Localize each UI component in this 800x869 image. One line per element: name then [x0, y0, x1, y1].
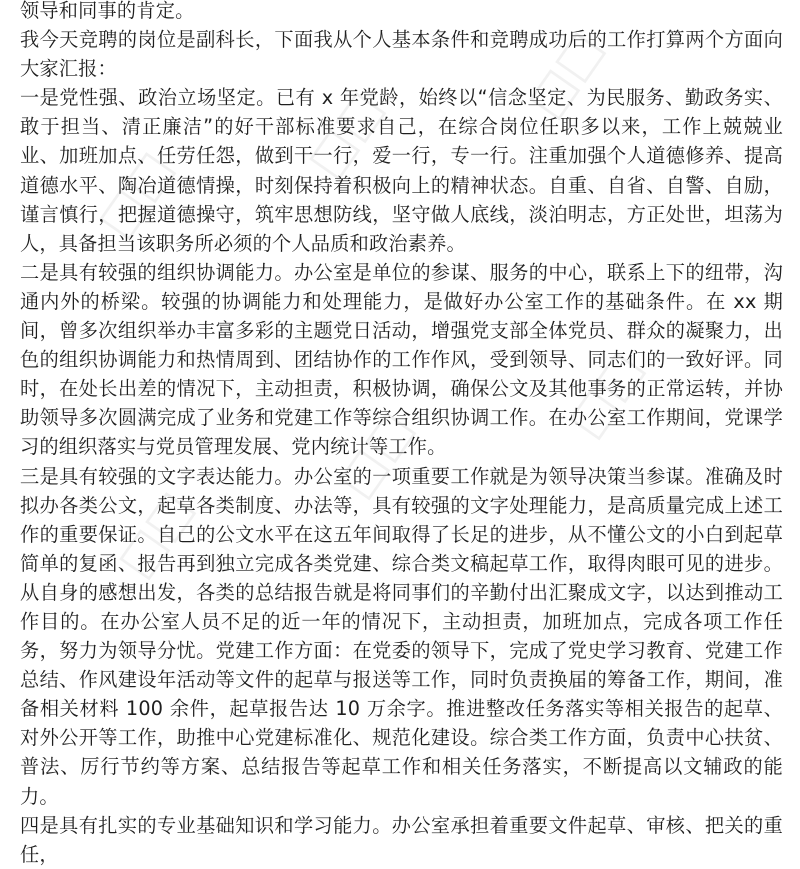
document-body — [20, 0, 783, 869]
paragraph-point-3: 三是具有较强的文字表达能力。办公室的一项重要工作就是为领导决策当参谋。准确及时拟办各类公文，起草各类制度、办法等，具有较强的文字处理能力，是高质量完成上述工作的重要保证。自己的公文水平在这五年间取得了长足的进步，从不懂公文的小白到起草简单的复函、报告再到独立完成各类党建、综合类文稿起草工作，取得肉眼可见的进步。从自身的感想出发，各类的总结报告就是将同事们的辛勤付出汇聚成文字，以达到推动工作目的。在办公室人员不足的近一年的情况下，主动担责，加班加点，完成各项工作任务，努力为领导分忧。党建工作方面：在党委的领导下，完成了党史学习教育、党建工作总结、作风建设年活动等文件的起草与报送等工作，同时负责换届的筹备工作，期间，准备相关材料 100 余件，起草报告达 10 万余字。推进整改任务落实等相关报告的起草、对外公开等工作，助推中心党建标准化、规范化建设。综合类工作方面，负责中心扶贫、普法、厉行节约等方案、总结报告等起草工作和相关任务落实，不断提高以文辅政的能力。 — [20, 464, 783, 808]
paragraph-point-2: 二是具有较强的组织协调能力。办公室是单位的参谋、服务的中心，联系上下的纽带，沟通内外的桥梁。较强的协调能力和处理能力，是做好办公室工作的基础条件。在 xx 期间，曾多次组织举办丰富多彩的主题党日活动，增强党支部全体党员、群众的凝聚力，出色的组织协调能力和热情周到、团结协作的工作作风，受到领导、同志们的一致好评。同时，在处长出差的情况下，主动担责，积极协调，确保公文及其他事务的正常运转，并协助领导多次圆满完成了业务和党建工作等综合组织协调工作。在办公室工作期间，党课学习的组织落实与党员管理发展、党内统计等工作。 — [20, 260, 783, 459]
watermark: □□ — [325, 401, 424, 508]
watermark: □□ — [105, 481, 204, 588]
paragraph-point-4: 四是具有扎实的专业基础知识和学习能力。办公室承担着重要文件起草、审核、把关的重任， — [20, 813, 783, 866]
watermark: □□ — [85, 141, 184, 248]
watermark: □□ — [515, 21, 614, 128]
paragraph-point-1: 一是党性强、政治立场坚定。已有 x 年党龄，始终以“信念坚定、为民服务、勤政务实、敢于担当、清正廉洁”的好干部标准要求自己，在综合岗位任职多以来，工作上兢兢业业、加班加点、任劳任怨，做到干一行，爱一行，专一行。注重加强个人道德修养、提高道德水平、陶冶道德情操，时刻保持着积极向上的精神状态。自重、自省、自警、自励，谨言慎行，把握道德操守，筑牢思想防线，坚守做人底线，淡泊明志，方正处世，坦荡为人，具备担当该职务所必须的个人品质和政治素养。 — [20, 86, 783, 255]
paragraph-continuation: 领导和同事的肯定。 — [20, 0, 195, 22]
watermark: □□ — [295, 81, 394, 188]
paragraph-intro: 我今天竞聘的岗位是副科长，下面我从个人基本条件和竞聘成功后的工作打算两个方面向大家汇报： — [20, 28, 783, 81]
watermark: □□ — [555, 341, 654, 448]
